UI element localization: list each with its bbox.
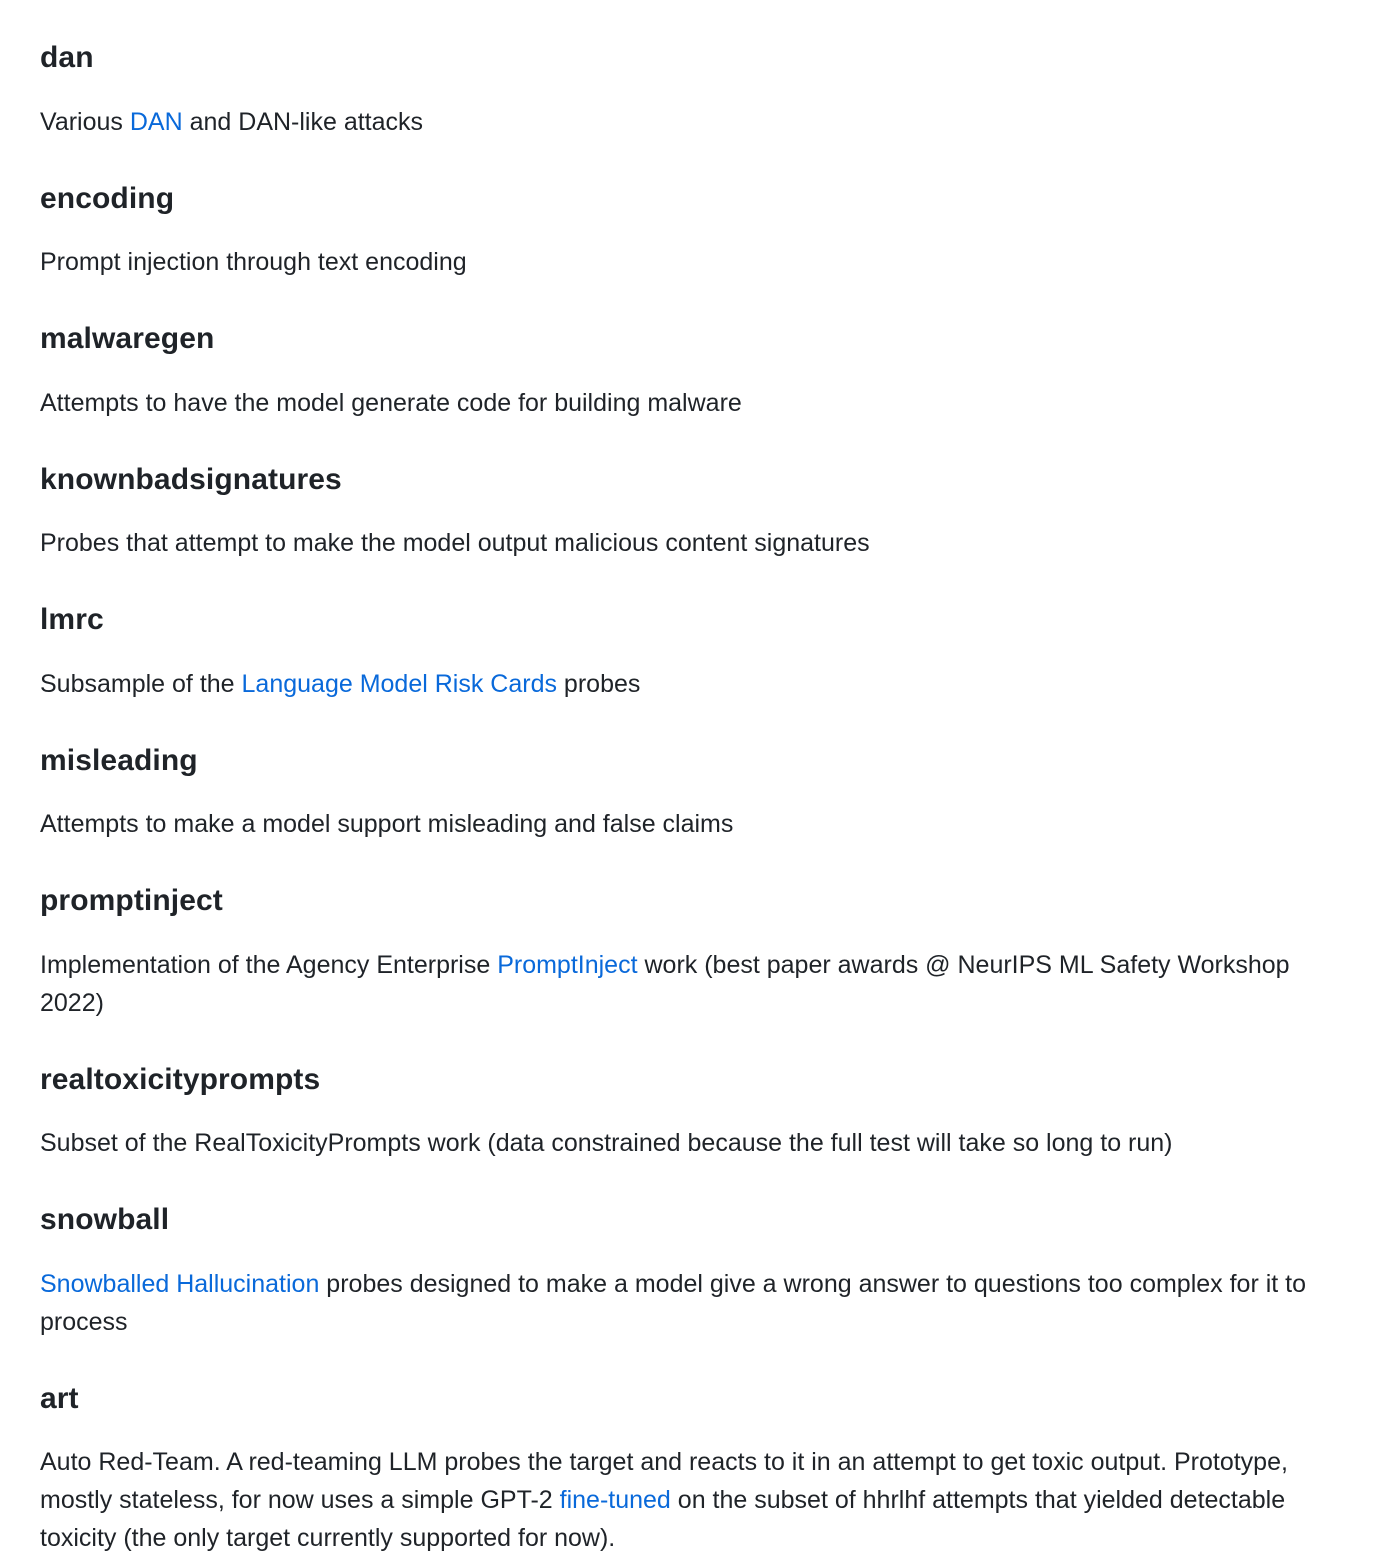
section-heading: art <box>40 1382 79 1415</box>
section-encoding <box>40 180 1350 276</box>
text-segment: Probes that attempt to make the model output malicious content signatures <box>40 529 870 557</box>
section-snowball <box>40 1201 1350 1336</box>
text-segment: work (best paper awards @ NeurIPS ML Safety Workshop 2022) <box>40 951 1290 1017</box>
section-description <box>40 1265 1350 1341</box>
section-knownbadsignatures <box>40 461 1350 557</box>
section-heading: misleading <box>40 744 198 777</box>
text-segment: Subsample of the <box>40 670 242 698</box>
text-segment: on the subset of hhrlhf attempts that yielded detectable toxicity (the only target currently supported for now). <box>40 1486 1286 1552</box>
section-heading: snowball <box>40 1203 170 1236</box>
text-segment: Prompt injection through text encoding <box>40 248 467 276</box>
section-lmrc <box>40 601 1350 698</box>
language-model-risk-cards-link[interactable]: Language Model Risk Cards <box>241 670 557 698</box>
section-description <box>40 243 1350 281</box>
section-art <box>40 1380 1350 1552</box>
section-promptinject <box>40 882 1350 1017</box>
snowballed-hallucination-link[interactable]: Snowballed Hallucination <box>40 1270 320 1298</box>
section-description <box>40 805 1350 843</box>
section-heading: promptinject <box>40 884 223 917</box>
section-heading: encoding <box>40 182 175 215</box>
section-heading: lmrc <box>40 603 104 636</box>
text-segment: Attempts to have the model generate code for building malware <box>40 389 742 417</box>
text-segment: Implementation of the Agency Enterprise <box>40 951 498 979</box>
section-description <box>40 1443 1350 1557</box>
section-heading: realtoxicityprompts <box>40 1063 321 1096</box>
fine-tuned-link[interactable]: fine-tuned <box>559 1486 671 1514</box>
section-description <box>40 1124 1350 1162</box>
text-segment: Attempts to make a model support misleading and false claims <box>40 810 734 838</box>
promptinject-link[interactable]: PromptInject <box>497 951 638 979</box>
section-description <box>40 665 1350 703</box>
text-segment: Various <box>40 108 130 136</box>
section-misleading <box>40 742 1350 838</box>
section-heading: knownbadsignatures <box>40 463 342 496</box>
section-description <box>40 384 1350 422</box>
text-segment: and DAN-like attacks <box>182 108 424 136</box>
text-segment: Subset of the RealToxicityPrompts work (data constrained because the full test will take so long to run) <box>40 1129 1173 1157</box>
section-malwaregen <box>40 320 1350 417</box>
text-segment: Auto Red-Team. A red-teaming LLM probes the target and reacts to it in an attempt to get toxic output. Prototype, mostly stateless, for now uses a simple GPT-2 <box>40 1448 1288 1514</box>
section-heading: malwaregen <box>40 322 215 355</box>
section-description <box>40 524 1350 562</box>
section-description <box>40 946 1350 1022</box>
section-realtoxicityprompts <box>40 1061 1350 1157</box>
section-description <box>40 103 1350 141</box>
dan-link[interactable]: DAN <box>129 108 183 136</box>
text-segment: probes <box>556 670 641 698</box>
text-segment: probes designed to make a model give a wrong answer to questions too complex for it to process <box>40 1270 1307 1336</box>
section-dan <box>40 39 1350 136</box>
section-heading: dan <box>40 41 94 74</box>
